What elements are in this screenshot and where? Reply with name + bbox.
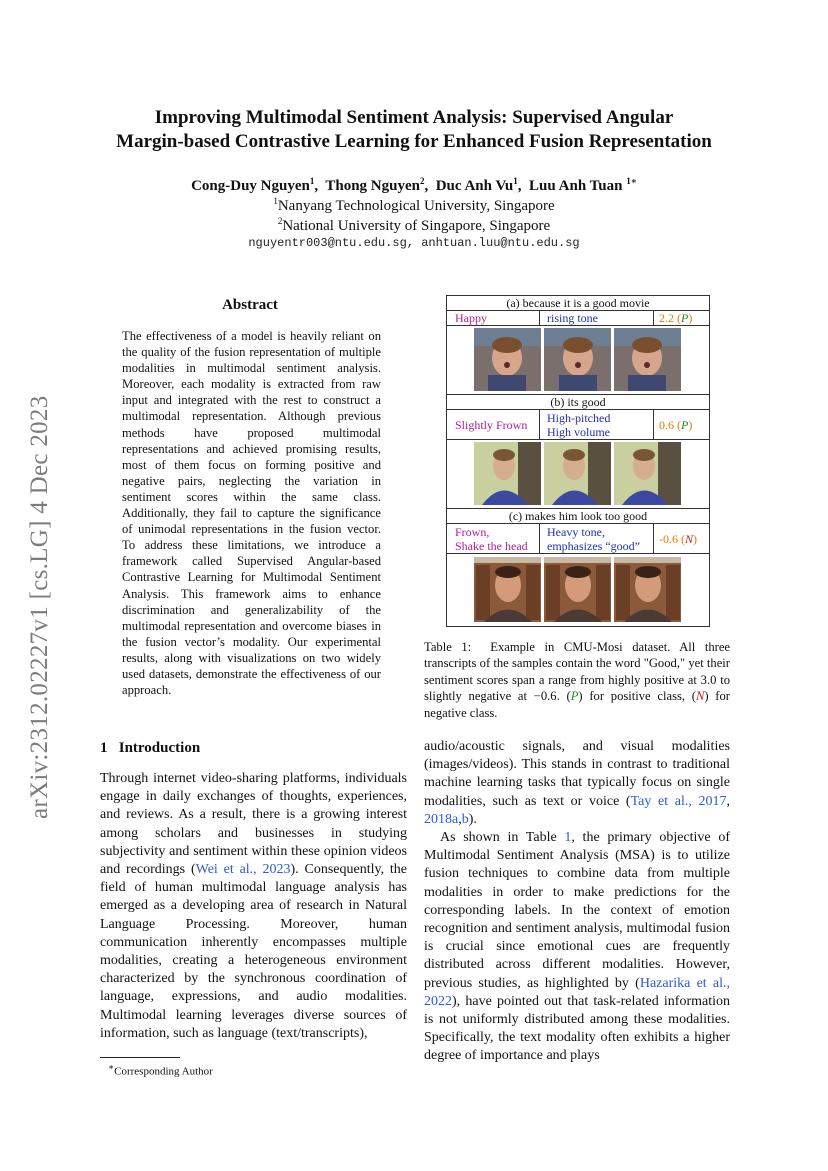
video-frame — [544, 442, 611, 505]
citation-link[interactable]: 2018a — [424, 811, 459, 827]
visual-cue: Frown, Shake the head — [455, 524, 528, 553]
intro-left-column: Through internet video-sharing platforms, individuals engage in daily exchanges of thoughts, experiences, and reviews. As a result, there is a growing interest among scholars and businesses in studying subjectivity and sentiment within these opinion videos and recordings (Wei et al., 2023). Consequently, the field of human multimodal language analysis has emerged as a developing area of research in Natural Language Processing. Moreover, human communication inherently encompasses multiple modalities, creating a heterogeneous environment characterized by the synchronous coordination of language, expressions, and audio modalities. Multimodal learning leverages diverse sources of information, such as language (text/transcripts), — [100, 771, 407, 1041]
sentiment-score: 0.6 ( P ) — [659, 417, 693, 432]
table-caption-row: (b) its good — [447, 395, 709, 410]
intro-right-column — [424, 738, 730, 1066]
acoustic-cue: Heavy tone, emphasizes “good” — [547, 524, 640, 553]
abstract-body: The effectiveness of a model is heavily reliant on the quality of the fusion representation of multiple modalities in multimodal sentiment analysis. Moreover, each modality is extracted from raw input and integrated with the rest to construct a multimodal representation. Although previous methods have proposed multimodal representations and achieved promising results, most of them focus on forming positive and negative pairs, neglecting the variation in sentiment scores within the same class. Additionally, they fail to capture the significance of unimodal representations in the fusion vector. To address these limitations, we introduce a framework called Supervised Angular-based Contrastive Learning for Multimodal Sentiment Analysis. This framework aims to enhance discrimination and generalizability of the multimodal representation and overcome biases in the fusion vector’s modality. Our experimental results, along with visualizations on two widely used datasets, demonstrate the effectiveness of our approach. — [122, 329, 381, 698]
citation-link[interactable]: Wei et al., 2023 — [195, 862, 291, 878]
frame-row — [447, 326, 709, 393]
table-caption-row: (c) makes him look too good — [447, 509, 709, 524]
sentiment-score: -0.6 ( N ) — [659, 531, 698, 546]
video-frame — [614, 442, 681, 505]
sentiment-score: 2.2 ( P ) — [659, 311, 693, 325]
frame-row — [447, 554, 709, 624]
citation-link[interactable]: Tay et al., 2017 — [630, 793, 727, 809]
author-3: Duc Anh Vu$^1$ — [435, 176, 518, 194]
table-label-row — [447, 524, 709, 554]
visual-cue: Slightly Frown — [455, 417, 528, 432]
table-label-row — [447, 311, 709, 326]
citation-link[interactable]: Hazarika et al., 2022 — [424, 975, 730, 1009]
video-frame — [614, 557, 681, 622]
footnote: ∗Corresponding Author — [108, 1062, 213, 1078]
frame-row — [447, 440, 709, 507]
abstract-heading: Abstract — [222, 297, 278, 313]
table-caption: Table 1: Example in CMU-Mosi dataset. All three transcripts of the samples contain the word "Good," yet their sentiment scores span a range from highly positive at 3.0 to slightly negative at −0.6. (P) for positive class, (N) for negative class. — [424, 640, 731, 720]
author-emails: nguyentr003@ntu.edu.sg, anhtuan.luu@ntu.edu.sg — [248, 236, 580, 250]
title-line-1: Improving Multimodal Sentiment Analysis: Supervised Angular — [154, 107, 674, 128]
video-frame — [474, 328, 541, 391]
video-frame — [544, 328, 611, 391]
affiliation-2: $^2$National University of Singapore, Singapore — [277, 216, 551, 234]
video-frame — [474, 557, 541, 622]
affiliation-1: $^1$Nanyang Technological University, Singapore — [273, 196, 555, 214]
video-frame — [544, 557, 611, 622]
paragraph: audio/acoustic signals, and visual modalities (images/videos). This stands in contrast to traditional machine learning tasks that typically focus on single modalities, such as text or voice (Tay et al., 2017, 2018a,b). — [424, 739, 730, 827]
citation-link[interactable]: b — [461, 811, 469, 827]
acoustic-cue: High-pitched High volume — [547, 410, 611, 439]
video-frame — [614, 328, 681, 391]
footnote-rule — [100, 1057, 180, 1058]
section-heading: 1 Introduction — [100, 740, 201, 756]
table-caption-row: (a) because it is a good movie — [447, 296, 709, 311]
author-2: Thong Nguyen$^2$ — [325, 176, 425, 194]
table-ref-link[interactable]: 1 — [564, 830, 572, 846]
visual-cue: Happy — [455, 311, 487, 325]
author-list: Cong-Duy Nguyen$^1$, Thong Nguyen$^2$, Duc Anh Vu$^1$, Luu Anh Tuan $^{1∗}$ — [191, 176, 637, 194]
acoustic-cue: rising tone — [547, 311, 598, 325]
example-table — [446, 295, 710, 627]
paragraph: As shown in Table 1, the primary objective of Multimodal Sentiment Analysis (MSA) is to utilize fusion techniques to combine data from multiple modalities in order to make predictions for the corresponding labels. In the context of emotion recognition and sentiment analysis, multimodal fusion is crucial since emotional cues are frequently distributed across different modalities. However, previous studies, as highlighted by (Hazarika et al., 2022), have pointed out that task-related information is not uniformly distributed among these modalities. Specifically, the text modality often exhibits a higher degree of importance and plays — [424, 830, 730, 1064]
table-label-row — [447, 410, 709, 440]
arxiv-stamp: arXiv:2312.02227v1 [cs.LG] 4 Dec 2023 — [26, 395, 53, 819]
author-4: Luu Anh Tuan $^{1∗}$ — [529, 176, 637, 194]
paper-title — [60, 106, 768, 154]
author-1: Cong-Duy Nguyen$^1$ — [191, 176, 315, 194]
title-line-2: Margin-based Contrastive Learning for Enhanced Fusion Representation — [116, 131, 712, 152]
video-frame — [474, 442, 541, 505]
